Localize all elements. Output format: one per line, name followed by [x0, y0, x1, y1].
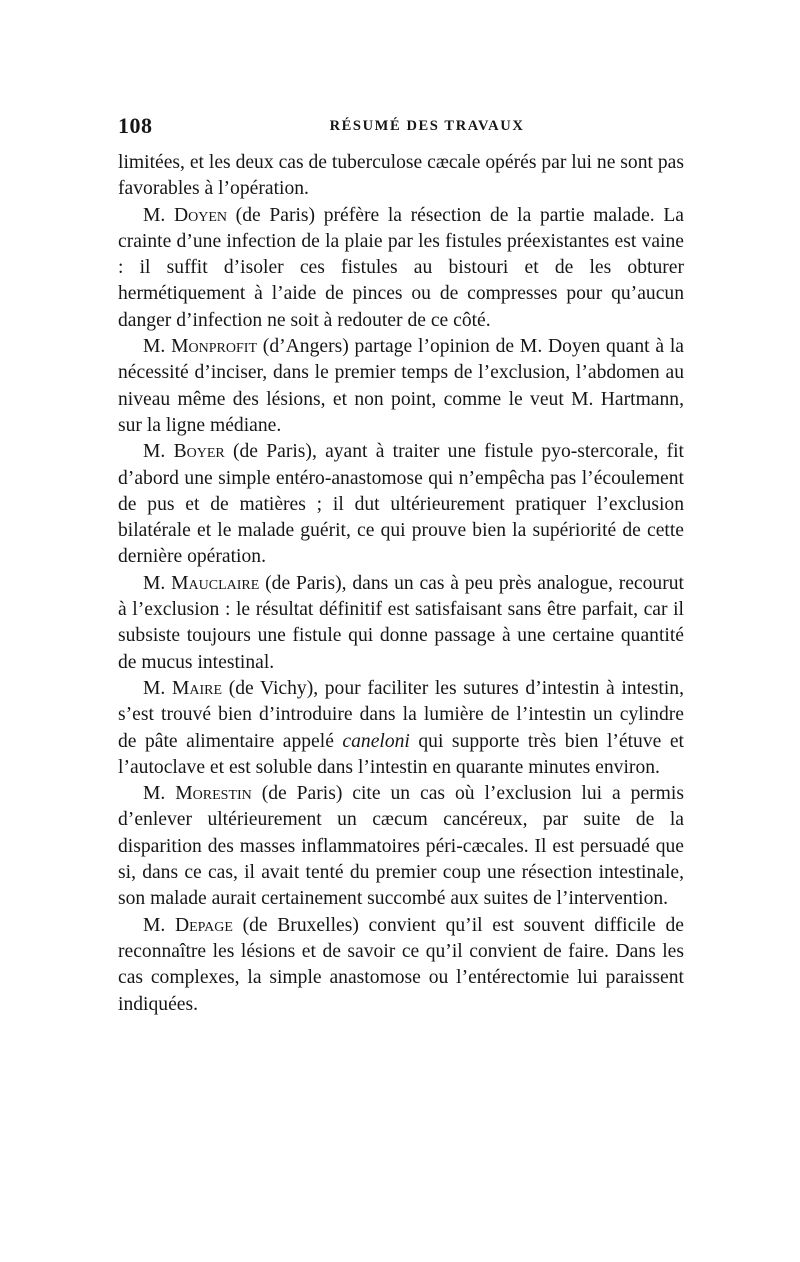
paragraph-text: M.	[143, 783, 176, 805]
paragraph-text: (d’Angers) partage l’opinion de M. Doyen quant à la nécessité d’inciser, dans le premier temps de l’exclusion, l’abdomen au niveau même des lésions, et non point, comme le veut M. Hartmann, sur la ligne médiane.	[118, 336, 684, 436]
paragraph-text: (de Bruxelles) convient qu’il est souvent difficile de reconnaître les lésions et de savoir ce qu’il convient de faire. Dans les cas complexes, la simple anastomose ou l’entérectomie lui paraissent indiquées.	[118, 914, 684, 1015]
author-name: Doyen	[173, 204, 228, 226]
author-name: Depage	[174, 914, 233, 936]
author-name: Monprofit	[171, 336, 258, 358]
paragraph-text: M.	[143, 572, 172, 594]
paragraph-text: (de Paris), ayant à traiter une fistule pyo-stercorale, fit d’abord une simple entéro-anastomose qui n’empêcha pas l’écoulement de pus et de matières ; il dut ultérieurement pratiquer l’exclusion bilatérale et le malade guérit, ce qui prouve bien la supériorité de cette dernière opération.	[118, 441, 684, 568]
paragraph-text: M.	[143, 914, 175, 936]
paragraph-text: M.	[143, 677, 172, 699]
paragraph	[118, 150, 684, 203]
paragraph-text: (de Vichy), pour faciliter les sutures d’intestin à intestin, s’est trouvé bien d’introduire dans la lumière de l’intestin un cylindre de pâte alimentaire appelé	[118, 677, 684, 752]
body-text	[118, 150, 684, 1018]
paragraph-text: limitées, et les deux cas de tuberculose cæcale opérés par lui ne sont pas favorables à l’opération.	[118, 152, 684, 200]
paragraph	[118, 913, 684, 1018]
paragraph-text: M.	[143, 336, 172, 358]
author-name: Mauclaire	[171, 572, 260, 594]
paragraph-text: (de Paris) cite un cas où l’exclusion lui a permis d’enlever ultérieurement un cæcum cancéreux, par suite de la disparition des masses inflammatoires péri-cæcales. Il est persuadé que si, dans ce cas, il avait tenté du premier coup une résection intestinale, son malade aurait certainement succombé aux suites de l’intervention.	[118, 783, 684, 910]
paragraph-text: (de Paris) préfère la résection de la partie malade. La crainte d’une infection de la plaie par les fistules préexistantes est vaine : il suffit d’isoler ces fistules au bistouri et de les obturer hermétiquement à l’aide de pinces ou de compresses pour qu’aucun danger d’infection ne soit à redouter de ce côté.	[118, 204, 684, 331]
paragraph	[118, 334, 684, 439]
paragraph-text: M.	[143, 204, 174, 226]
page-number: 108	[118, 113, 153, 138]
author-name: Morestin	[175, 783, 252, 805]
paragraph	[118, 571, 684, 676]
author-name: Maire	[171, 677, 223, 699]
page-header	[118, 113, 684, 143]
paragraph	[118, 439, 684, 570]
paragraph	[118, 676, 684, 781]
running-title: RÉSUMÉ DES TRAVAUX	[329, 118, 525, 134]
paragraph-text: (de Paris), dans un cas à peu près analogue, recourut à l’exclusion : le résultat définitif est satisfaisant sans être parfait, car il subsiste toujours une fistule qui donne passage à une certaine quantité de mucus intestinal.	[118, 572, 684, 673]
paragraph-text: qui supporte très bien l’étuve et l’autoclave et est soluble dans l’intestin en quarante minutes environ.	[118, 730, 684, 778]
paragraph	[118, 203, 684, 334]
paragraph	[118, 781, 684, 912]
emphasis-text: caneloni	[342, 730, 410, 752]
author-name: Boyer	[173, 441, 225, 463]
paragraph-text: M.	[143, 441, 174, 463]
